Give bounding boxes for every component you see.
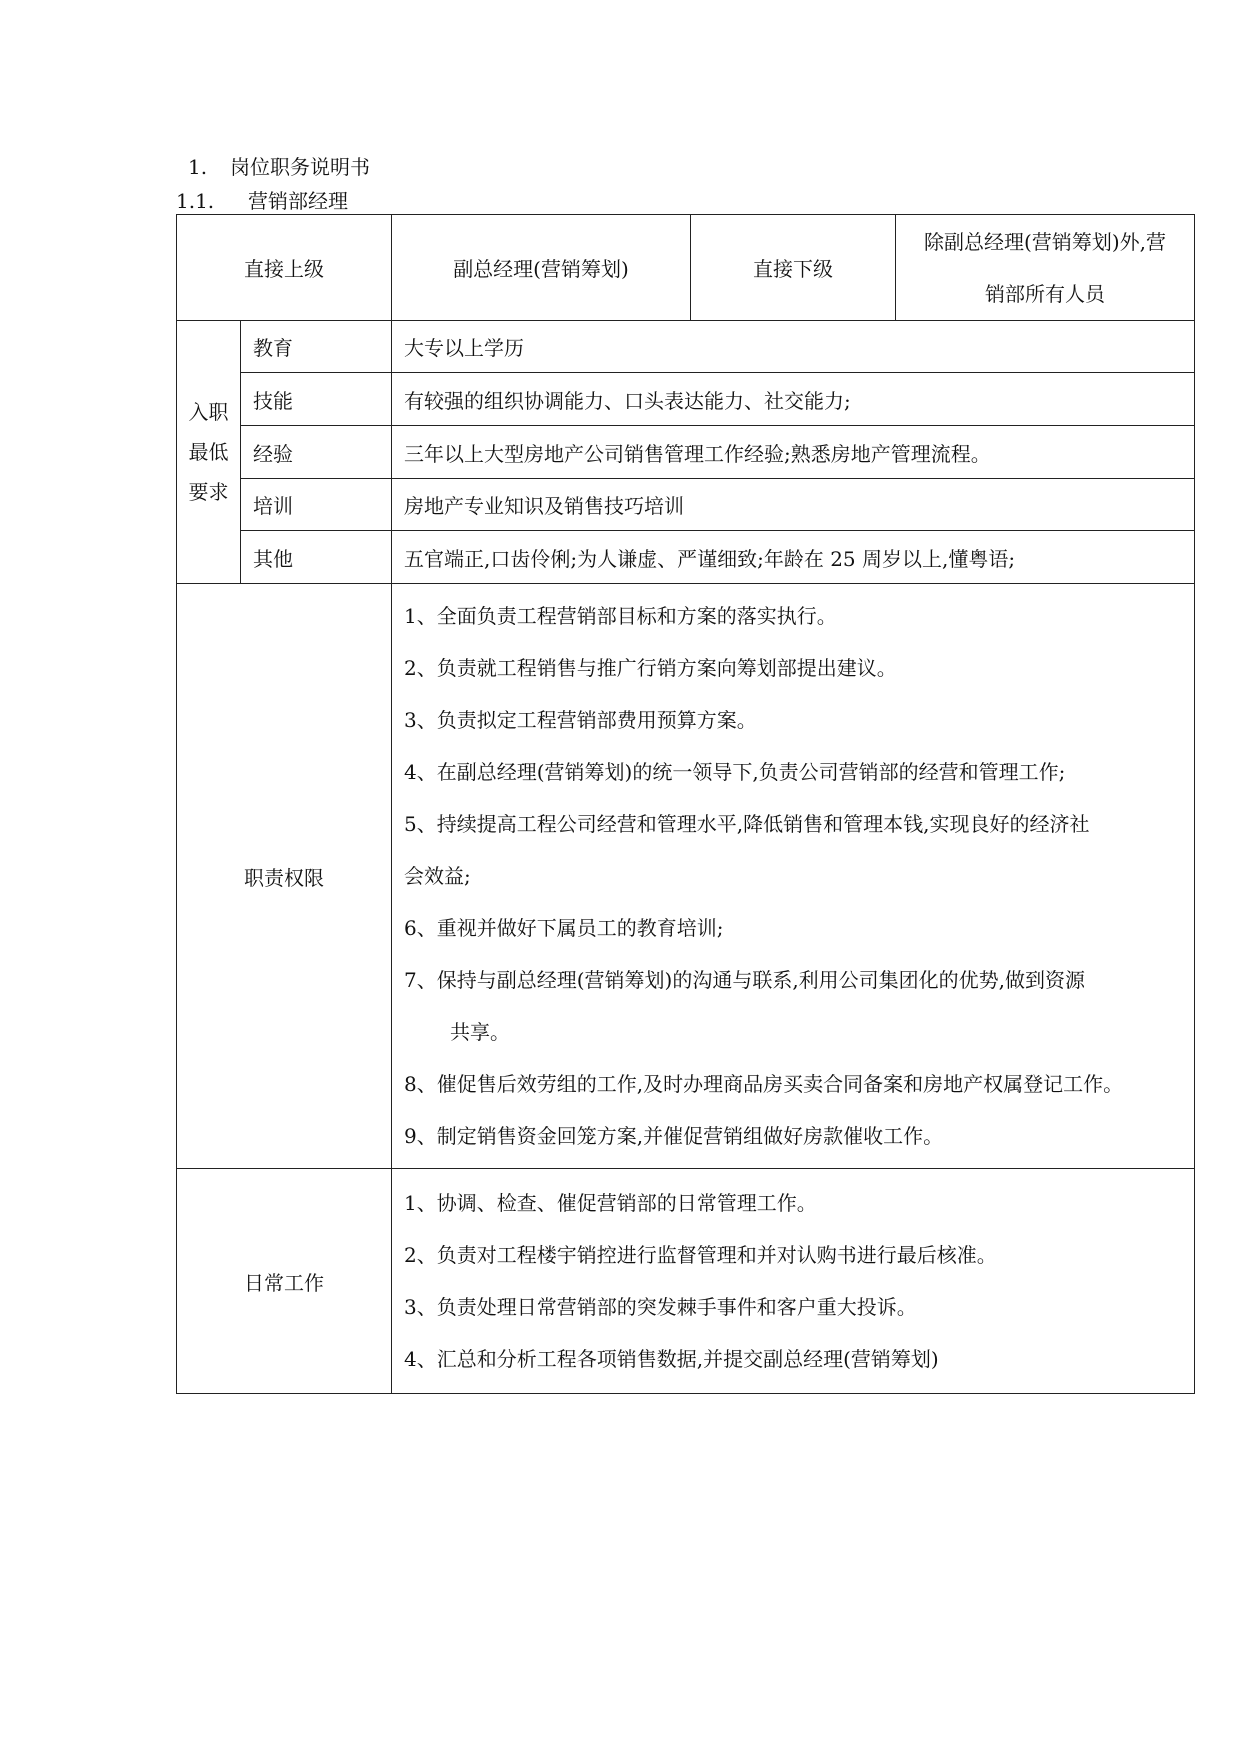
requirement-value: 有较强的组织协调能力、口头表达能力、社交能力; [392,373,1195,426]
list-item: 会效益; [404,864,471,888]
list-item-continuation: 共享。 [450,1020,510,1044]
requirement-label: 培训 [241,479,392,531]
section-title: 岗位职务说明书 [230,155,370,179]
list-item: 6、重视并做好下属员工的教育培训; [404,916,724,940]
requirement-row-training [177,479,1195,531]
duties-list [392,584,1195,1169]
requirement-label: 经验 [241,426,392,479]
requirements-label-line-2: 最低 [188,440,229,464]
requirements-label-line-3: 要求 [188,480,229,504]
list-item: 7、保持与副总经理(营销筹划)的沟通与联系,利用公司集团化的优势,做到资源 [404,968,1086,992]
list-item: 1、全面负责工程营销部目标和方案的落实执行。 [404,604,837,628]
requirement-label: 其他 [241,531,392,584]
job-description-table [176,214,1195,1394]
daily-work-list [392,1169,1195,1394]
section-heading-1 [188,154,370,180]
daily-work-label: 日常工作 [177,1169,392,1394]
list-item: 9、制定销售资金回笼方案,并催促营销组做好房款催收工作。 [404,1124,944,1148]
section-number: 1. [188,155,208,179]
requirement-value: 房地产专业知识及销售技巧培训 [392,479,1195,531]
subsection-number: 1.1. [176,189,215,213]
requirement-label: 教育 [241,321,392,373]
list-item: 8、催促售后效劳组的工作,及时办理商品房买卖合同备案和房地产权属登记工作。 [404,1072,1124,1096]
section-heading-1-1 [176,188,348,214]
list-item: 4、汇总和分析工程各项销售数据,并提交副总经理(营销筹划) [404,1347,939,1371]
list-item [404,1006,1186,1058]
requirement-row-education [177,321,1195,373]
list-item: 3、负责拟定工程营销部费用预算方案。 [404,708,757,732]
requirement-row-experience [177,426,1195,479]
requirement-value: 五官端正,口齿伶俐;为人谦虚、严谨细致;年龄在 25 周岁以上,懂粤语; [392,531,1195,584]
direct-superior-value: 副总经理(营销筹划) [392,215,691,321]
subordinate-line-1: 除副总经理(营销筹划)外,营 [924,229,1166,254]
requirements-label-line-1: 入职 [188,400,229,424]
subsection-title: 营销部经理 [248,189,348,213]
list-item: 5、持续提高工程公司经营和管理水平,降低销售和管理本钱,实现良好的经济社 [404,812,1090,836]
list-item: 2、负责对工程楼宇销控进行监督管理和并对认购书进行最后核准。 [404,1243,997,1267]
list-item: 4、在副总经理(营销筹划)的统一领导下,负责公司营销部的经营和管理工作; [404,760,1066,784]
direct-subordinate-label: 直接下级 [691,215,896,321]
subordinate-line-2: 销部所有人员 [985,281,1105,306]
entry-requirements-label [177,321,241,584]
list-item: 2、负责就工程销售与推广行销方案向筹划部提出建议。 [404,656,897,680]
list-item: 1、协调、检查、催促营销部的日常管理工作。 [404,1191,817,1215]
requirement-row-other [177,531,1195,584]
list-item: 3、负责处理日常营销部的突发棘手事件和客户重大投诉。 [404,1295,917,1319]
direct-subordinate-value [896,215,1195,321]
reporting-row [177,215,1195,321]
duties-label: 职责权限 [177,584,392,1169]
requirement-row-skills [177,373,1195,426]
duties-row [177,584,1195,1169]
requirement-value: 三年以上大型房地产公司销售管理工作经验;熟悉房地产管理流程。 [392,426,1195,479]
requirement-value: 大专以上学历 [392,321,1195,373]
daily-work-row [177,1169,1195,1394]
direct-superior-label: 直接上级 [177,215,392,321]
requirement-label: 技能 [241,373,392,426]
